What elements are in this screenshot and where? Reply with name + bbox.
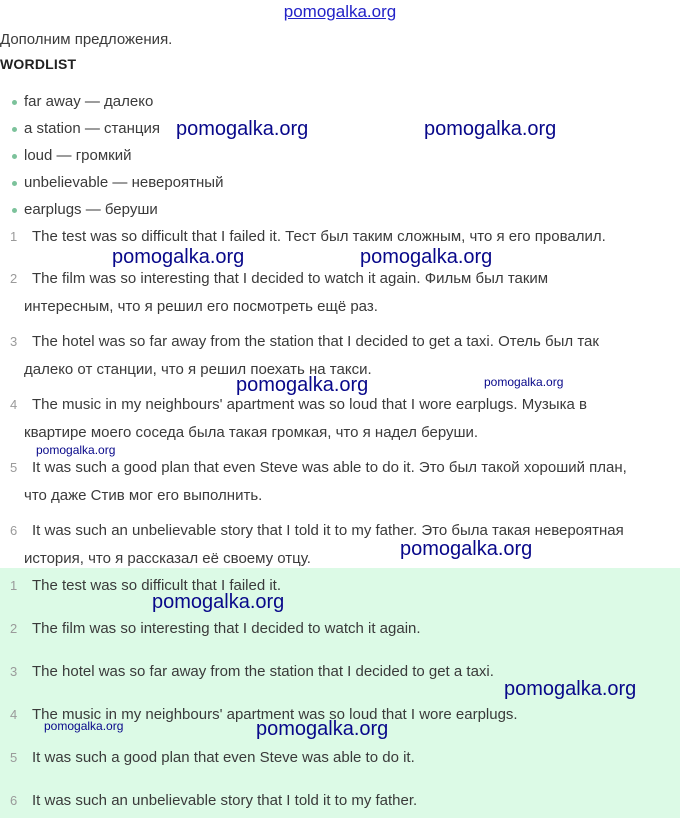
answer-text: The film was so interesting that I decided to watch it again. — [32, 620, 421, 637]
wordlist-item: a station — станция — [12, 115, 223, 142]
wordlist-item: unbelievable — невероятный — [12, 169, 223, 196]
answer-text: The music in my neighbours' apartment was so loud that I wore earplugs. — [32, 706, 518, 723]
answer-item — [10, 572, 680, 600]
watermark: pomogalka.org — [424, 118, 557, 140]
sentence-text-cont: история, что я рассказал её своему отцу. — [24, 550, 311, 567]
sentence-text: The film was so interesting that I decided to watch it again. Фильм был таким — [32, 270, 549, 287]
watermark: pomogalka.org — [256, 718, 389, 740]
watermark: pomogalka.org — [152, 591, 285, 613]
sentence-item — [10, 328, 680, 384]
sentence-item — [10, 391, 680, 447]
watermark: pomogalka.org — [36, 443, 116, 457]
answer-item — [10, 615, 680, 643]
sentence-item — [10, 454, 680, 510]
answer-number: 5 — [10, 750, 18, 765]
answer-item — [10, 658, 680, 686]
sentence-text: The music in my neighbours' apartment was so loud that I wore earplugs. Музыка в — [32, 396, 587, 413]
wordlist-heading: WORDLIST — [0, 56, 77, 72]
intro-text: Дополним предложения. — [0, 31, 173, 48]
sentence-number: 5 — [10, 460, 18, 475]
wordlist-item: far away — далеко — [12, 88, 223, 115]
watermark: pomogalka.org — [360, 246, 493, 268]
sentence-item — [10, 265, 680, 321]
sentence-text-cont: квартире моего соседа была такая громкая, что я надел беруши. — [24, 424, 479, 441]
sentence-text: It was such a good plan that even Steve was able to do it. Это был такой хороший план, — [32, 459, 627, 476]
watermark: pomogalka.org — [176, 118, 309, 140]
answer-number: 2 — [10, 621, 18, 636]
sentence-text-cont: интересным, что я решил его посмотреть ещё раз. — [24, 298, 378, 315]
sentence-item — [10, 517, 680, 573]
site-link[interactable]: pomogalka.org — [283, 2, 397, 21]
sentence-text-cont: что даже Стив мог его выполнить. — [24, 487, 263, 504]
answer-text: It was such an unbelievable story that I told it to my father. — [32, 792, 418, 809]
answer-number: 6 — [10, 793, 18, 808]
answer-number: 3 — [10, 664, 18, 679]
wordlist-item: loud — громкий — [12, 142, 223, 169]
wordlist-item: earplugs — беруши — [12, 196, 223, 223]
answer-item — [10, 744, 680, 772]
answer-item — [10, 787, 680, 815]
watermark: pomogalka.org — [112, 246, 245, 268]
watermark: pomogalka.org — [44, 719, 124, 733]
answer-text: The test was so difficult that I failed it. — [32, 577, 282, 594]
sentence-number: 2 — [10, 271, 18, 286]
sentence-number: 3 — [10, 334, 18, 349]
watermark: pomogalka.org — [236, 374, 369, 396]
answer-text: The hotel was so far away from the station that I decided to get a taxi. — [32, 663, 494, 680]
sentence-number: 4 — [10, 397, 18, 412]
answer-number: 4 — [10, 707, 18, 722]
answer-number: 1 — [10, 578, 18, 593]
answers-panel — [0, 568, 680, 818]
answer-item — [10, 701, 680, 729]
sentence-item — [10, 223, 680, 251]
watermark: pomogalka.org — [504, 678, 637, 700]
sentence-text-cont: далеко от станции, что я решил поехать на такси. — [24, 361, 372, 378]
sentence-number: 6 — [10, 523, 18, 538]
sentence-text: The hotel was so far away from the station that I decided to get a taxi. Отель был так — [32, 333, 599, 350]
wordlist — [12, 88, 223, 223]
watermark: pomogalka.org — [400, 538, 533, 560]
sentence-text: The test was so difficult that I failed it. Тест был таким сложным, что я его провалил. — [32, 228, 606, 245]
sentence-number: 1 — [10, 229, 18, 244]
answer-text: It was such a good plan that even Steve was able to do it. — [32, 749, 415, 766]
watermark: pomogalka.org — [484, 375, 564, 389]
sentence-text: It was such an unbelievable story that I told it to my father. Это была такая невероятная — [32, 522, 624, 539]
